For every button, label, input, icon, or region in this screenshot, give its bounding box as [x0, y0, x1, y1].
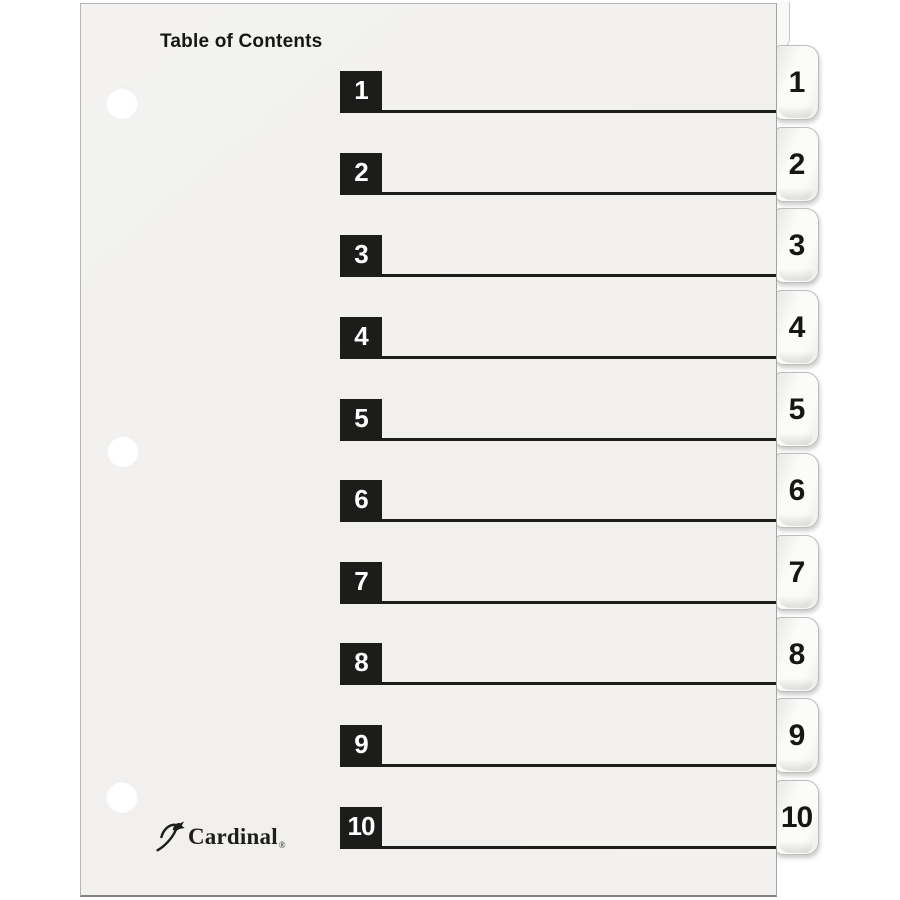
- toc-entry-number: 10: [340, 807, 382, 846]
- index-tab-label: 2: [788, 147, 805, 181]
- tab-sheet-fold: [776, 2, 790, 51]
- toc-entry-number: 7: [340, 562, 382, 601]
- toc-row-5: [340, 399, 776, 441]
- index-tab-4: [774, 290, 819, 365]
- punch-hole-bottom: [106, 781, 138, 813]
- toc-entry-line: [340, 764, 776, 767]
- toc-entry-line: [340, 846, 776, 849]
- toc-entry-number: 6: [340, 480, 382, 519]
- index-tab-label: 5: [788, 392, 805, 426]
- toc-row-9: [340, 725, 776, 767]
- index-tab-label: 3: [788, 228, 805, 262]
- index-tab-label: 8: [788, 637, 805, 671]
- toc-entry-number: 2: [340, 153, 382, 192]
- page-title: Table of Contents: [160, 31, 323, 52]
- index-tab-2: [774, 127, 819, 202]
- index-tab-5: [774, 372, 819, 447]
- index-tab-6: [774, 453, 819, 528]
- toc-entry-line: [340, 192, 776, 195]
- index-tab-label: 7: [788, 555, 805, 589]
- index-tab-8: [774, 617, 819, 692]
- toc-entry-line: [340, 274, 776, 277]
- punch-hole-top: [106, 87, 138, 119]
- toc-entry-line: [340, 682, 776, 685]
- toc-entry-number: 8: [340, 643, 382, 682]
- toc-row-6: [340, 480, 776, 522]
- index-tab-label: 10: [780, 800, 813, 834]
- index-tab-label: 4: [788, 310, 805, 344]
- toc-row-10: [340, 807, 776, 849]
- punch-hole-middle: [107, 435, 139, 467]
- toc-entry-number: 5: [340, 399, 382, 438]
- index-tab-1: [774, 45, 819, 120]
- brand-name: Cardinal: [188, 824, 278, 849]
- toc-entry-number: 4: [340, 317, 382, 356]
- index-tab-9: [774, 698, 819, 773]
- toc-row-8: [340, 643, 776, 685]
- toc-entry-line: [340, 438, 776, 441]
- toc-entry-number: 3: [340, 235, 382, 274]
- toc-row-4: [340, 317, 776, 359]
- toc-entry-number: 9: [340, 725, 382, 764]
- index-tab-3: [774, 208, 819, 283]
- toc-row-7: [340, 562, 776, 604]
- index-tab-7: [774, 535, 819, 610]
- toc-row-2: [340, 153, 776, 195]
- index-tab-label: 1: [788, 65, 805, 99]
- toc-entry-line: [340, 519, 776, 522]
- toc-row-3: [340, 235, 776, 277]
- toc-row-1: [340, 71, 776, 113]
- toc-entry-line: [340, 601, 776, 604]
- toc-entry-line: [340, 110, 776, 113]
- cardinal-bird-icon: [152, 819, 186, 855]
- registered-trademark-symbol: ®: [278, 840, 286, 850]
- index-tab-label: 6: [788, 473, 805, 507]
- index-tab-label: 9: [788, 718, 805, 752]
- toc-entry-number: 1: [340, 71, 382, 110]
- index-tab-10: [774, 780, 819, 855]
- brand-logo: [152, 818, 286, 856]
- toc-entry-line: [340, 356, 776, 359]
